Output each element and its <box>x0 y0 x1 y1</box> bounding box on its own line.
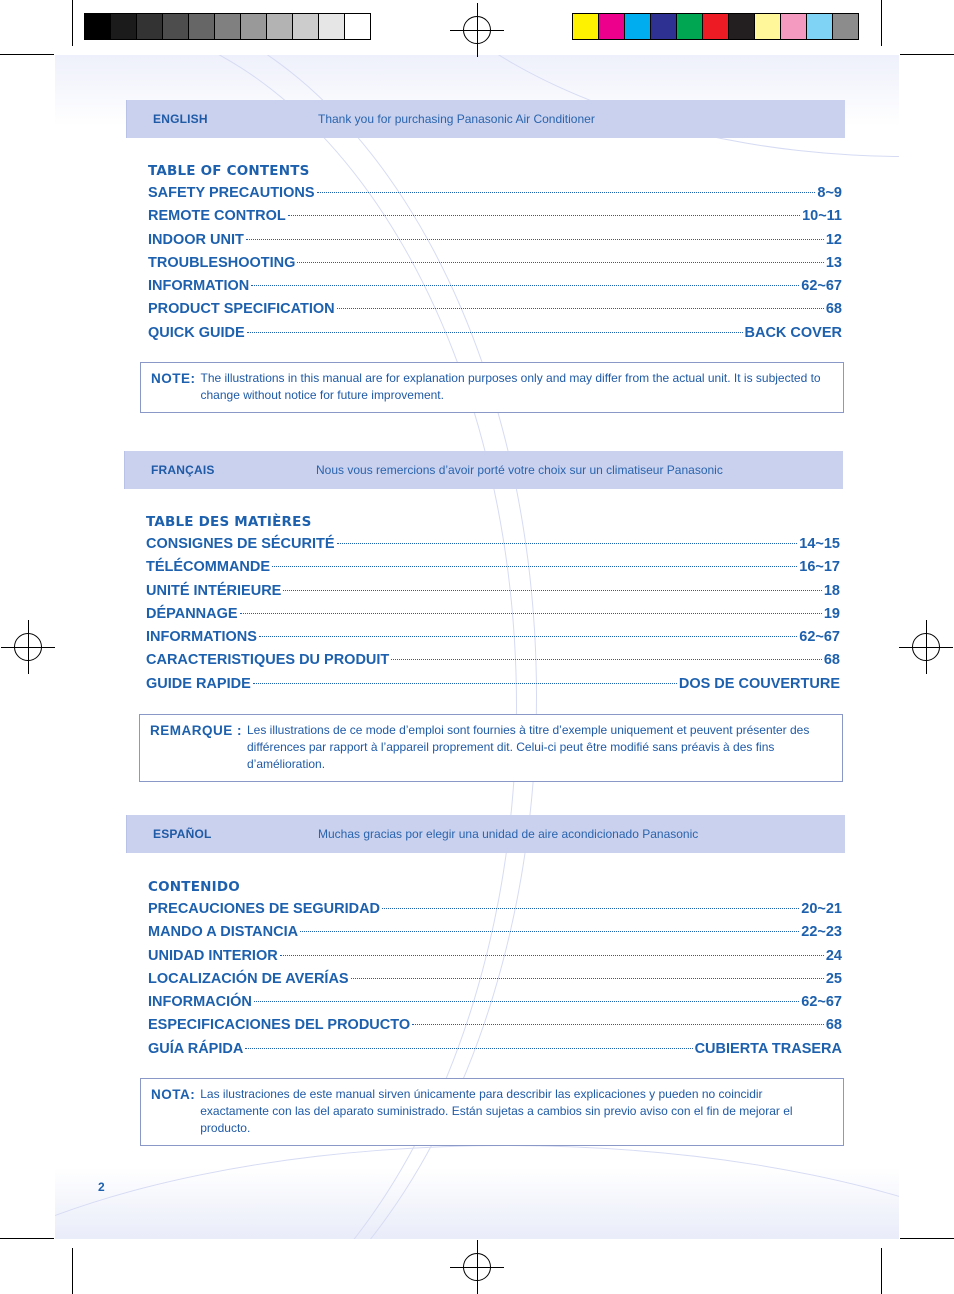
color-swatch <box>832 13 859 40</box>
crop-mark <box>0 1238 54 1239</box>
toc-entry-label: TROUBLESHOOTING <box>148 254 296 271</box>
toc-entry <box>146 556 840 579</box>
toc-entry <box>148 275 842 298</box>
toc-entry-page: 68 <box>825 301 842 318</box>
note-text: The illustrations in this manual are for explanation purposes only and may differ from the actual unit. It is subjected to change without notice for future improvement. <box>200 371 821 402</box>
toc-entry <box>148 252 842 275</box>
toc-entry-label: INDOOR UNIT <box>148 231 244 248</box>
crop-mark <box>72 0 73 46</box>
toc-entry-label: ESPECIFICACIONES DEL PRODUCTO <box>148 1017 411 1034</box>
toc-entry-page: BACK COVER <box>744 324 842 341</box>
color-swatch <box>676 13 703 40</box>
toc-entry-page: 8~9 <box>817 185 842 201</box>
toc-entry <box>148 298 842 321</box>
toc-entry <box>148 322 842 345</box>
toc-entry <box>146 626 840 649</box>
toc-entry-page: 20~21 <box>801 901 842 917</box>
dot-leader <box>246 239 824 240</box>
note-label: NOTA: <box>151 1087 196 1102</box>
dot-leader <box>254 1001 799 1002</box>
toc-title: CONTENIDO <box>148 879 240 895</box>
dot-leader <box>288 215 800 216</box>
table-of-contents-french <box>146 511 840 696</box>
toc-entry-label: UNIDAD INTERIOR <box>148 947 278 964</box>
note-box-english <box>140 362 844 413</box>
color-swatch <box>214 13 241 40</box>
toc-entry-page: 10~11 <box>802 208 842 225</box>
thank-you-message: Muchas gracias por elegir una unidad de aire acondicionado Panasonic <box>318 827 699 841</box>
toc-entry-label: UNITÉ INTÉRIEURE <box>146 582 282 599</box>
color-swatch <box>702 13 729 40</box>
color-swatch <box>110 13 137 40</box>
note-text: Las ilustraciones de este manual sirven únicamente para describir las explicaciones y pueden no coincidir exactamente con las del aparato suministrado. Están sujetas a cambios sin previo aviso con el fin de mejorar el producto. <box>200 1087 793 1135</box>
thank-you-message: Nous vous remercions d’avoir porté votre choix sur un climatiseur Panasonic <box>316 463 723 477</box>
language-name: ESPAÑOL <box>153 827 212 841</box>
toc-entry <box>148 898 842 921</box>
note-label: NOTE: <box>151 371 196 386</box>
toc-entry <box>146 673 840 696</box>
note-text: Les illustrations de ce mode d’emploi sont fournies à titre d’exemple uniquement et peuvent présenter des différences par rapport à l’appareil proprement dit. Celui-ci peut être modifié sans préavis à des fins d’amélioration. <box>247 723 810 771</box>
toc-entry-page: 62~67 <box>799 629 840 646</box>
toc-entry-page: 68 <box>825 1017 842 1034</box>
dot-leader <box>297 262 823 263</box>
color-swatch <box>344 13 371 40</box>
toc-entry-page: 16~17 <box>799 559 840 576</box>
toc-entry-label: GUIDE RAPIDE <box>146 675 251 692</box>
color-swatch <box>650 13 677 40</box>
color-swatch <box>188 13 215 40</box>
toc-entry <box>148 968 842 991</box>
toc-entry-label: REMOTE CONTROL <box>148 208 286 225</box>
color-swatch <box>240 13 267 40</box>
dot-leader <box>317 192 816 193</box>
dot-leader <box>283 590 822 591</box>
registration-mark <box>912 633 940 661</box>
note-label: REMARQUE : <box>150 723 242 738</box>
toc-entry-page: 68 <box>823 652 840 669</box>
dot-leader <box>259 636 797 637</box>
color-swatch <box>728 13 755 40</box>
toc-entry <box>148 945 842 968</box>
registration-mark <box>463 16 491 44</box>
color-swatch <box>136 13 163 40</box>
color-swatch <box>754 13 781 40</box>
process-color-bar <box>572 13 858 40</box>
toc-entry <box>146 649 840 672</box>
dot-leader <box>251 285 799 286</box>
toc-entry-page: DOS DE COUVERTURE <box>678 675 840 692</box>
dot-leader <box>272 566 797 567</box>
toc-entry-page: 22~23 <box>801 924 842 941</box>
toc-entry-page: 62~67 <box>801 994 842 1011</box>
toc-entry <box>148 921 842 944</box>
toc-entry <box>148 205 842 228</box>
language-name: FRANÇAIS <box>151 463 215 477</box>
toc-entry-label: QUICK GUIDE <box>148 324 245 341</box>
registration-mark <box>14 633 42 661</box>
toc-entry-label: SAFETY PRECAUTIONS <box>148 185 315 201</box>
dot-leader <box>337 543 798 544</box>
toc-entry <box>146 533 840 556</box>
dot-leader <box>280 955 824 956</box>
toc-entry-page: 13 <box>825 254 842 271</box>
toc-entry-label: INFORMATION <box>148 278 250 295</box>
language-header-french <box>124 451 843 489</box>
language-header-english <box>126 100 845 138</box>
color-swatch <box>598 13 625 40</box>
crop-mark <box>881 1248 882 1294</box>
color-swatch <box>292 13 319 40</box>
toc-entry-label: INFORMATIONS <box>146 629 257 646</box>
color-swatch <box>572 13 599 40</box>
toc-entry <box>146 580 840 603</box>
toc-entry-label: CARACTERISTIQUES DU PRODUIT <box>146 652 390 669</box>
dot-leader <box>240 613 822 614</box>
color-swatch <box>84 13 111 40</box>
toc-entry-label: GUÍA RÁPIDA <box>148 1040 244 1057</box>
color-swatch <box>806 13 833 40</box>
table-of-contents-spanish <box>148 876 842 1061</box>
toc-entry-label: LOCALIZACIÓN DE AVERÍAS <box>148 970 349 987</box>
color-swatch <box>162 13 189 40</box>
toc-entry-page: 18 <box>823 582 840 599</box>
toc-entry <box>148 991 842 1014</box>
toc-title: TABLE OF CONTENTS <box>148 163 310 179</box>
toc-entry-label: MANDO A DISTANCIA <box>148 924 299 941</box>
dot-leader <box>391 659 822 660</box>
toc-entry <box>148 1038 842 1061</box>
note-box-french <box>139 714 843 782</box>
crop-mark <box>900 1238 954 1239</box>
color-swatch <box>318 13 345 40</box>
toc-entry-label: PRECAUCIONES DE SEGURIDAD <box>148 901 381 917</box>
toc-entry-page: CUBIERTA TRASERA <box>694 1040 842 1057</box>
dot-leader <box>337 308 824 309</box>
toc-entry-label: CONSIGNES DE SÉCURITÉ <box>146 536 335 552</box>
dot-leader <box>247 332 743 333</box>
toc-entry <box>148 182 842 205</box>
table-of-contents-english <box>148 160 842 345</box>
toc-title: TABLE DES MATIÈRES <box>146 514 312 530</box>
toc-entry-page: 19 <box>823 605 840 622</box>
toc-entry <box>146 603 840 626</box>
dot-leader <box>351 978 824 979</box>
toc-entry-page: 14~15 <box>799 536 840 552</box>
registration-mark <box>463 1253 491 1281</box>
toc-entry-label: TÉLÉCOMMANDE <box>146 559 271 576</box>
toc-entry-page: 12 <box>825 231 842 248</box>
color-swatch <box>266 13 293 40</box>
color-swatch <box>780 13 807 40</box>
toc-entry-label: DÉPANNAGE <box>146 605 238 622</box>
crop-mark <box>0 54 54 55</box>
dot-leader <box>253 683 677 684</box>
toc-entry-page: 25 <box>825 970 842 987</box>
dot-leader <box>245 1048 692 1049</box>
dot-leader <box>300 931 799 932</box>
toc-entry-label: PRODUCT SPECIFICATION <box>148 301 335 318</box>
toc-entry <box>148 1014 842 1037</box>
toc-entry-label: INFORMACIÓN <box>148 994 252 1011</box>
language-name: ENGLISH <box>153 112 208 126</box>
dot-leader <box>382 908 799 909</box>
crop-mark <box>881 0 882 46</box>
note-box-spanish <box>140 1078 844 1146</box>
thank-you-message: Thank you for purchasing Panasonic Air Conditioner <box>318 112 595 126</box>
page-number: 2 <box>98 1180 105 1194</box>
color-swatch <box>624 13 651 40</box>
toc-entry-page: 24 <box>825 947 842 964</box>
toc-entry-page: 62~67 <box>801 278 842 295</box>
crop-mark <box>72 1248 73 1294</box>
toc-entry <box>148 229 842 252</box>
grayscale-color-bar <box>84 13 370 40</box>
dot-leader <box>412 1024 824 1025</box>
language-header-spanish <box>126 815 845 853</box>
crop-mark <box>900 54 954 55</box>
